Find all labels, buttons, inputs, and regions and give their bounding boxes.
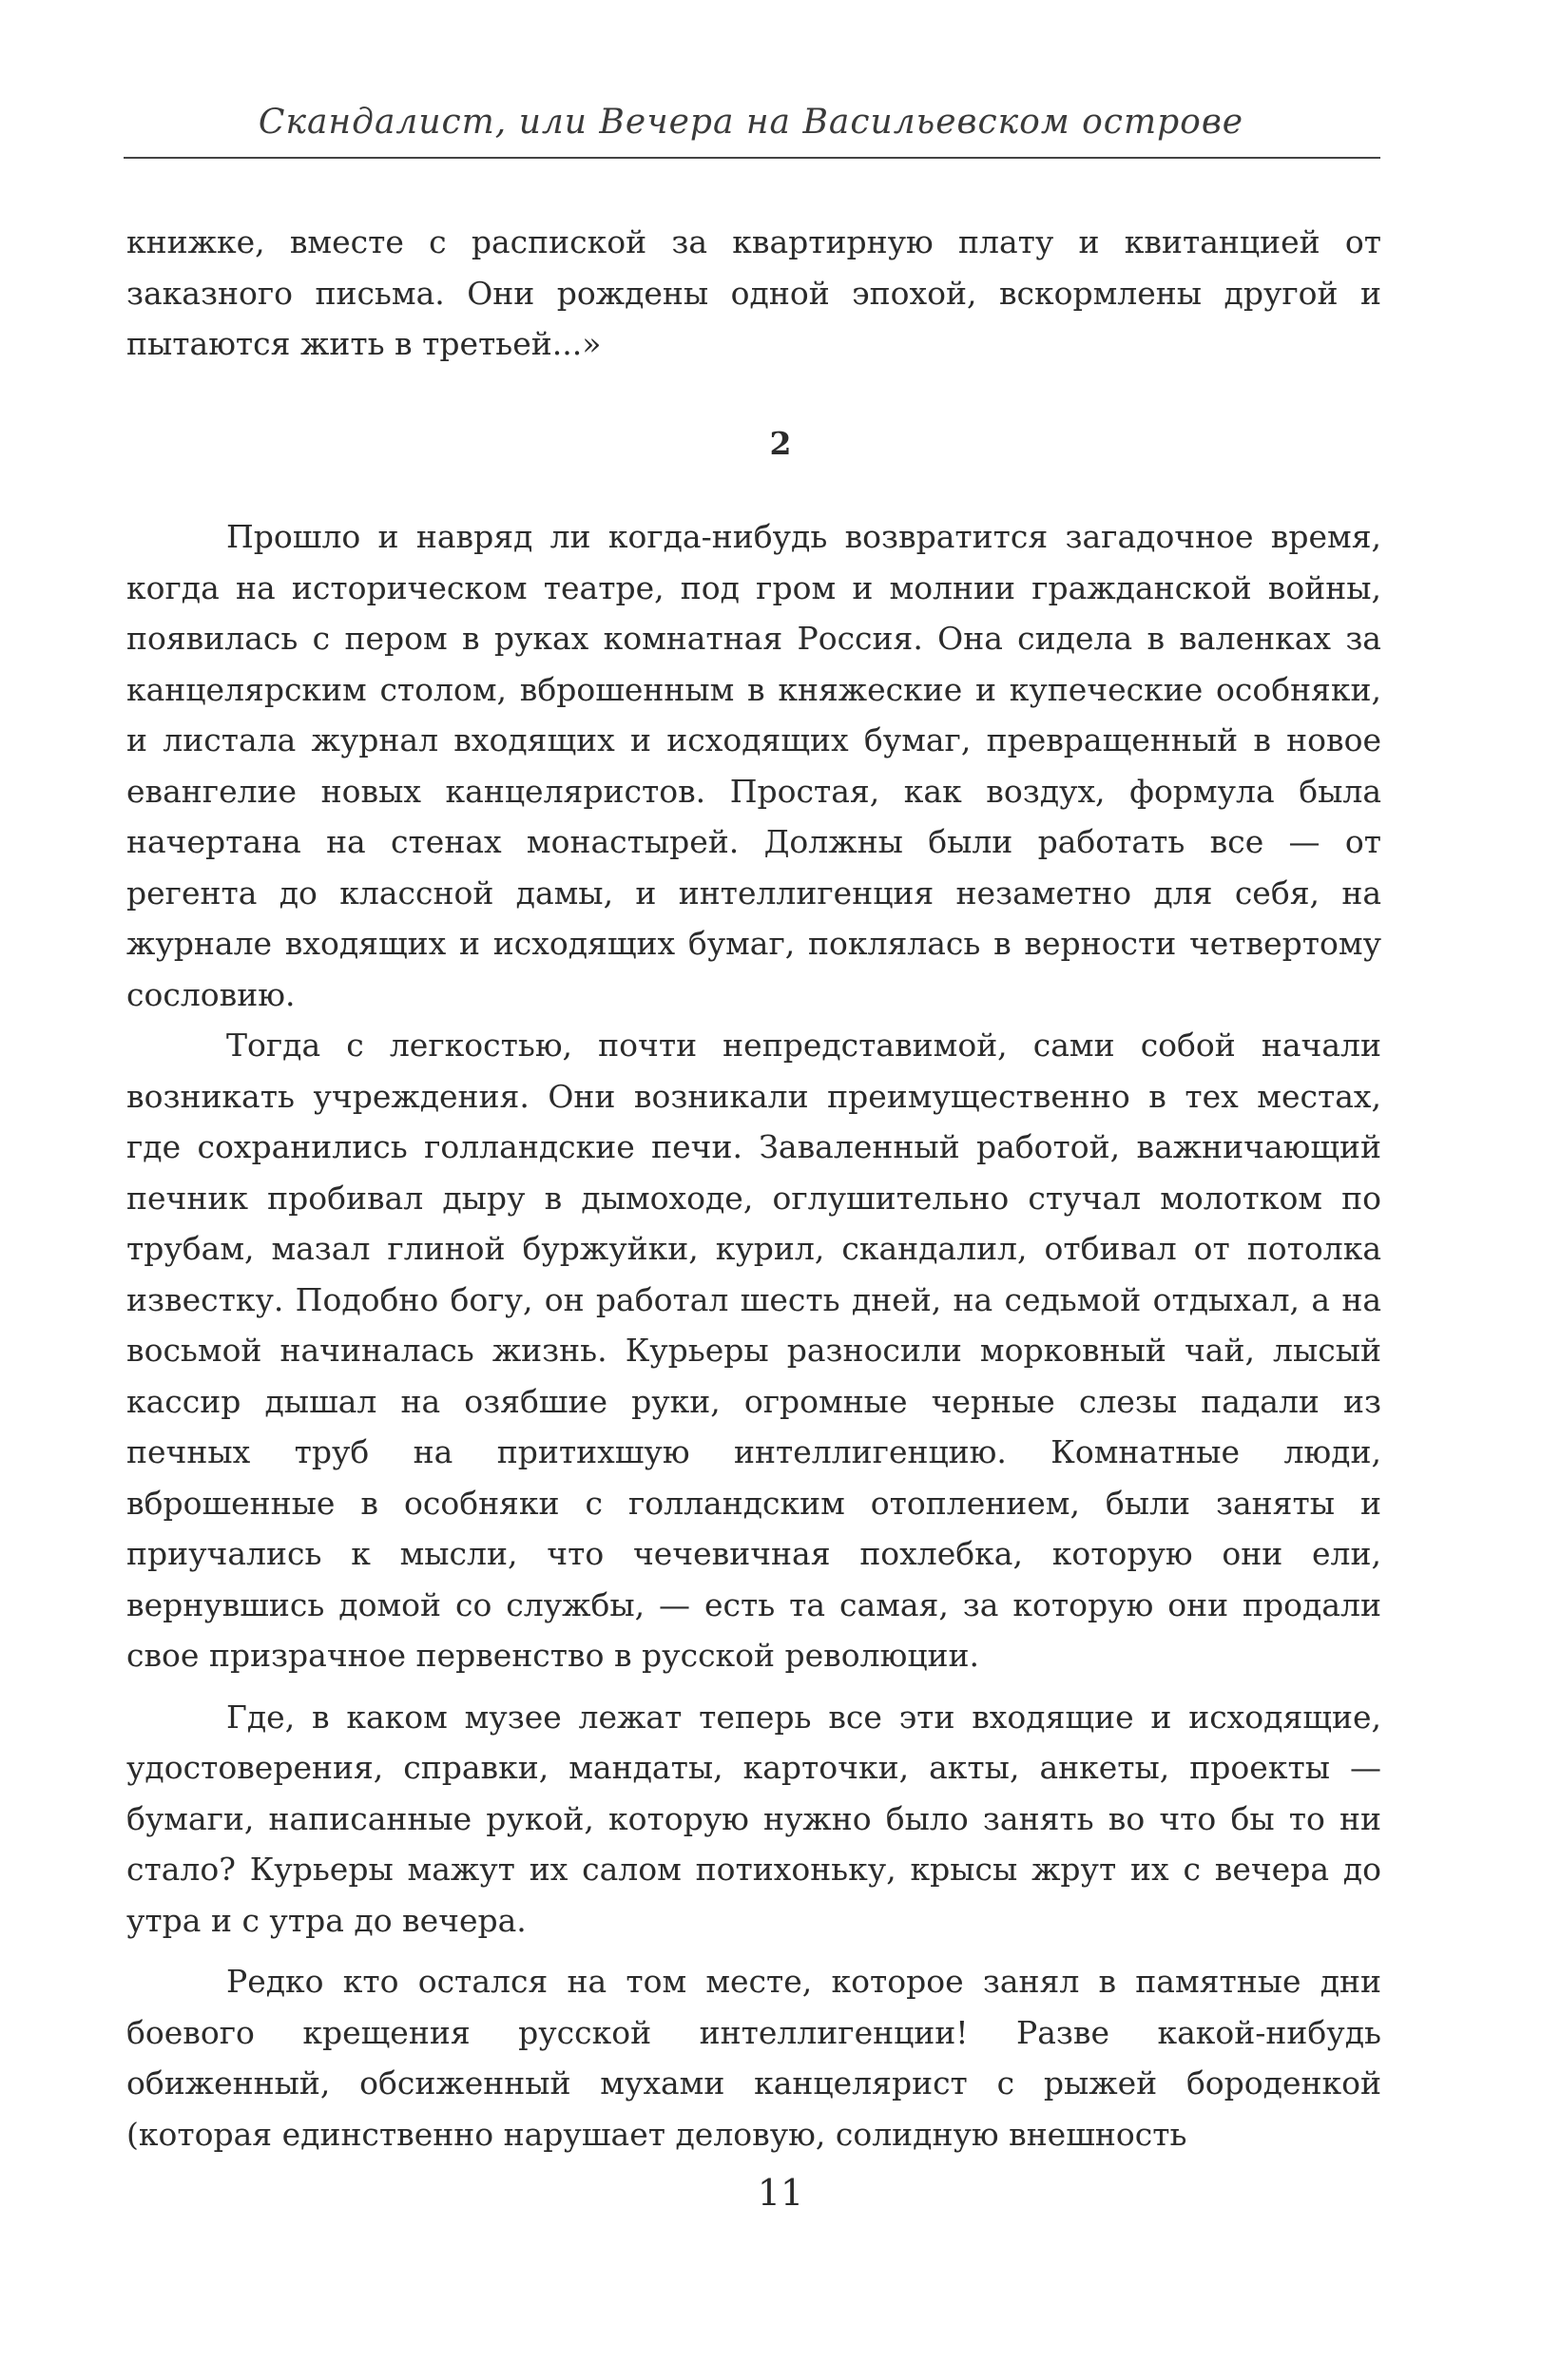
paragraph: Редко кто остался на том месте, которое занял в памятные дни боевого крещения русской интеллигенции! Разве какой-нибудь обиженный, обсиженный мухами канцелярист с рыжей бороденкой (которая единственно нарушает деловую, солидную внешность xyxy=(126,1963,1381,2153)
page-number: 11 xyxy=(757,2172,804,2214)
paragraph: Где, в каком музее лежат теперь все эти входящие и исходящие, удостоверения, справки, мандаты, карточки, акты, анкеты, проекты — бумаги, написанные рукой, которую нужно было занять во что бы то ни стало? Курьеры мажут их салом потихоньку, крысы жрут их с вечера до утра и с утра до вечера. xyxy=(126,1698,1381,1939)
chapter-number: 2 xyxy=(769,425,792,462)
paragraph: Прошло и навряд ли когда-нибудь возвратится загадочное время, когда на историческом театре, под гром и молнии гражданской войны, появилась с пером в руках комнатная Россия. Она сидела в валенках за канцелярским столом, вброшенным в княжеские и купеческие особняки, и листала журнал входящих и исходящих бумаг, превращенный в новое евангелие новых канцеляристов. Простая, как воздух, формула была начертана на стенах монастырей. Должны были работать все — от регента до классной дамы, и интеллигенция незаметно для себя, на журнале входящих и исходящих бумаг, поклялась в верности четвертому сословию. xyxy=(126,518,1381,1013)
continuation-paragraph: книжке, вместе с распиской за квартирную плату и квитанцией от заказного письма. Они рождены одной эпохой, вскормлены другой и пытаются жить в третьей...» xyxy=(126,223,1381,362)
header-rule xyxy=(124,157,1380,159)
running-head: Скандалист, или Вечера на Васильевском острове xyxy=(258,103,1244,142)
continuation-block xyxy=(126,217,1381,370)
paragraph: Тогда с легкостью, почти непредставимой, сами собой начали возникать учреждения. Они возникали преимущественно в тех местах, где сохранились голландские печи. Заваленный работой, важничающий печник пробивал дыру в дымоходе, оглушительно стучал молотком по трубам, мазал глиной буржуйки, курил, скандалил, отбивал от потолка известку. Подобно богу, он работал шесть дней, на седьмой отдыхал, а на восьмой начиналась жизнь. Курьеры разносили морковный чай, лысый кассир дышал на озябшие руки, огромные черные слезы падали из печных труб на притихшую интеллигенцию. Комнатные люди, вброшенные в особняки с голландским отоплением, были заняты и приучались к мысли, что чечевичная похлебка, которую они ели, вернувшись домой со службы, — есть та самая, за которую они продали свое призрачное первенство в русской революции. xyxy=(126,1027,1381,1674)
chapter-body xyxy=(126,511,1381,2159)
